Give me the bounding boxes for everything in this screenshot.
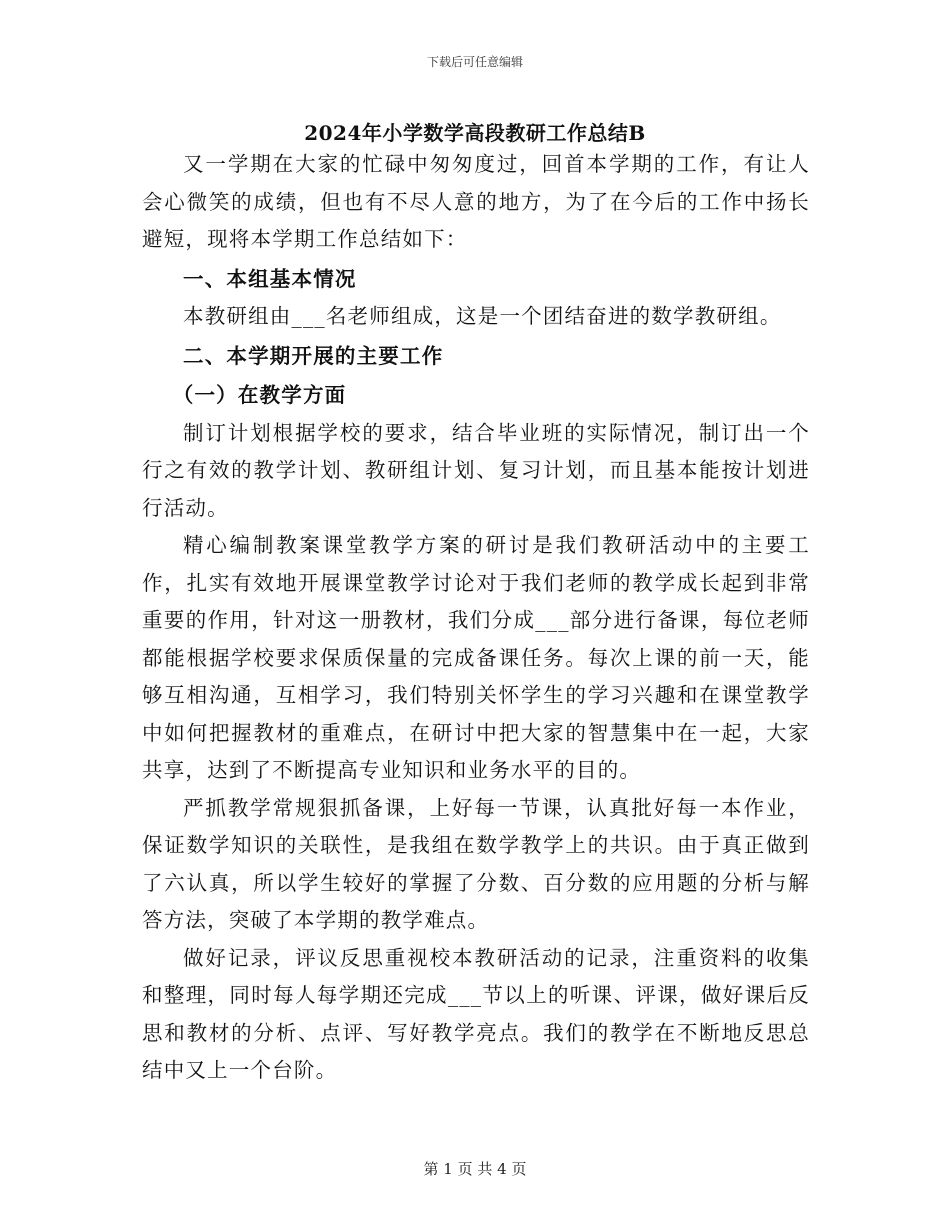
section-1-paragraph: 本教研组由___名老师组成，这是一个团结奋进的数学教研组。 bbox=[183, 304, 782, 328]
lesson-prep-paragraph: 精心编制教案课堂教学方案的研讨是我们教研活动中的主要工作，扎实有效地开展课堂教学讨论对于我们老师的教学成长起到非常重要的作用，针对这一册教材，我们分成___部分进行备课，每位老师都能根据学校要求保质保量的完成备课任务。每次上课的前一天，能够互相沟通，互相学习，我们特别关怀学生的学习兴趣和在课堂教学中如何把握教材的重难点，在研讨中把大家的智慧集中在一起，大家共享，达到了不断提高专业知识和业务水平的目的。 bbox=[142, 533, 810, 782]
page-number: 第 1 页 共 4 页 bbox=[423, 1160, 527, 1178]
section-1-heading: 一、本组基本情况 bbox=[183, 266, 357, 291]
intro-paragraph: 又一学期在大家的忙碌中匆匆度过，回首本学期的工作，有让人会心微笑的成绩，但也有不尽人意的地方，为了在今后的工作中扬长避短，现将本学期工作总结如下： bbox=[142, 152, 810, 251]
record-paragraph: 做好记录，评议反思重视校本教研活动的记录，注重资料的收集和整理，同时每人每学期还完成___节以上的听课、评课，做好课后反思和教材的分析、点评、写好教学亮点。我们的教学在不断地反思总结中又上一个台阶。 bbox=[142, 945, 810, 1082]
header-note: 下载后可任意编辑 bbox=[426, 55, 523, 69]
teaching-routine-paragraph: 严抓教学常规狠抓备课，上好每一节课，认真批好每一本作业，保证数学知识的关联性，是我组在数学教学上的共识。由于真正做到了六认真，所以学生较好的掌握了分数、百分数的应用题的分析与解答方法，突破了本学期的教学难点。 bbox=[142, 795, 810, 932]
section-2-heading: 二、本学期开展的主要工作 bbox=[183, 343, 444, 368]
plan-paragraph: 制订计划根据学校的要求，结合毕业班的实际情况，制订出一个行之有效的教学计划、教研组计划、复习计划，而且基本能按计划进行活动。 bbox=[142, 420, 810, 520]
subsection-1-heading: （一）在教学方面 bbox=[172, 383, 347, 407]
document-body bbox=[142, 146, 810, 1090]
document-title: 2024年小学数学高段教研工作总结B bbox=[304, 121, 646, 145]
